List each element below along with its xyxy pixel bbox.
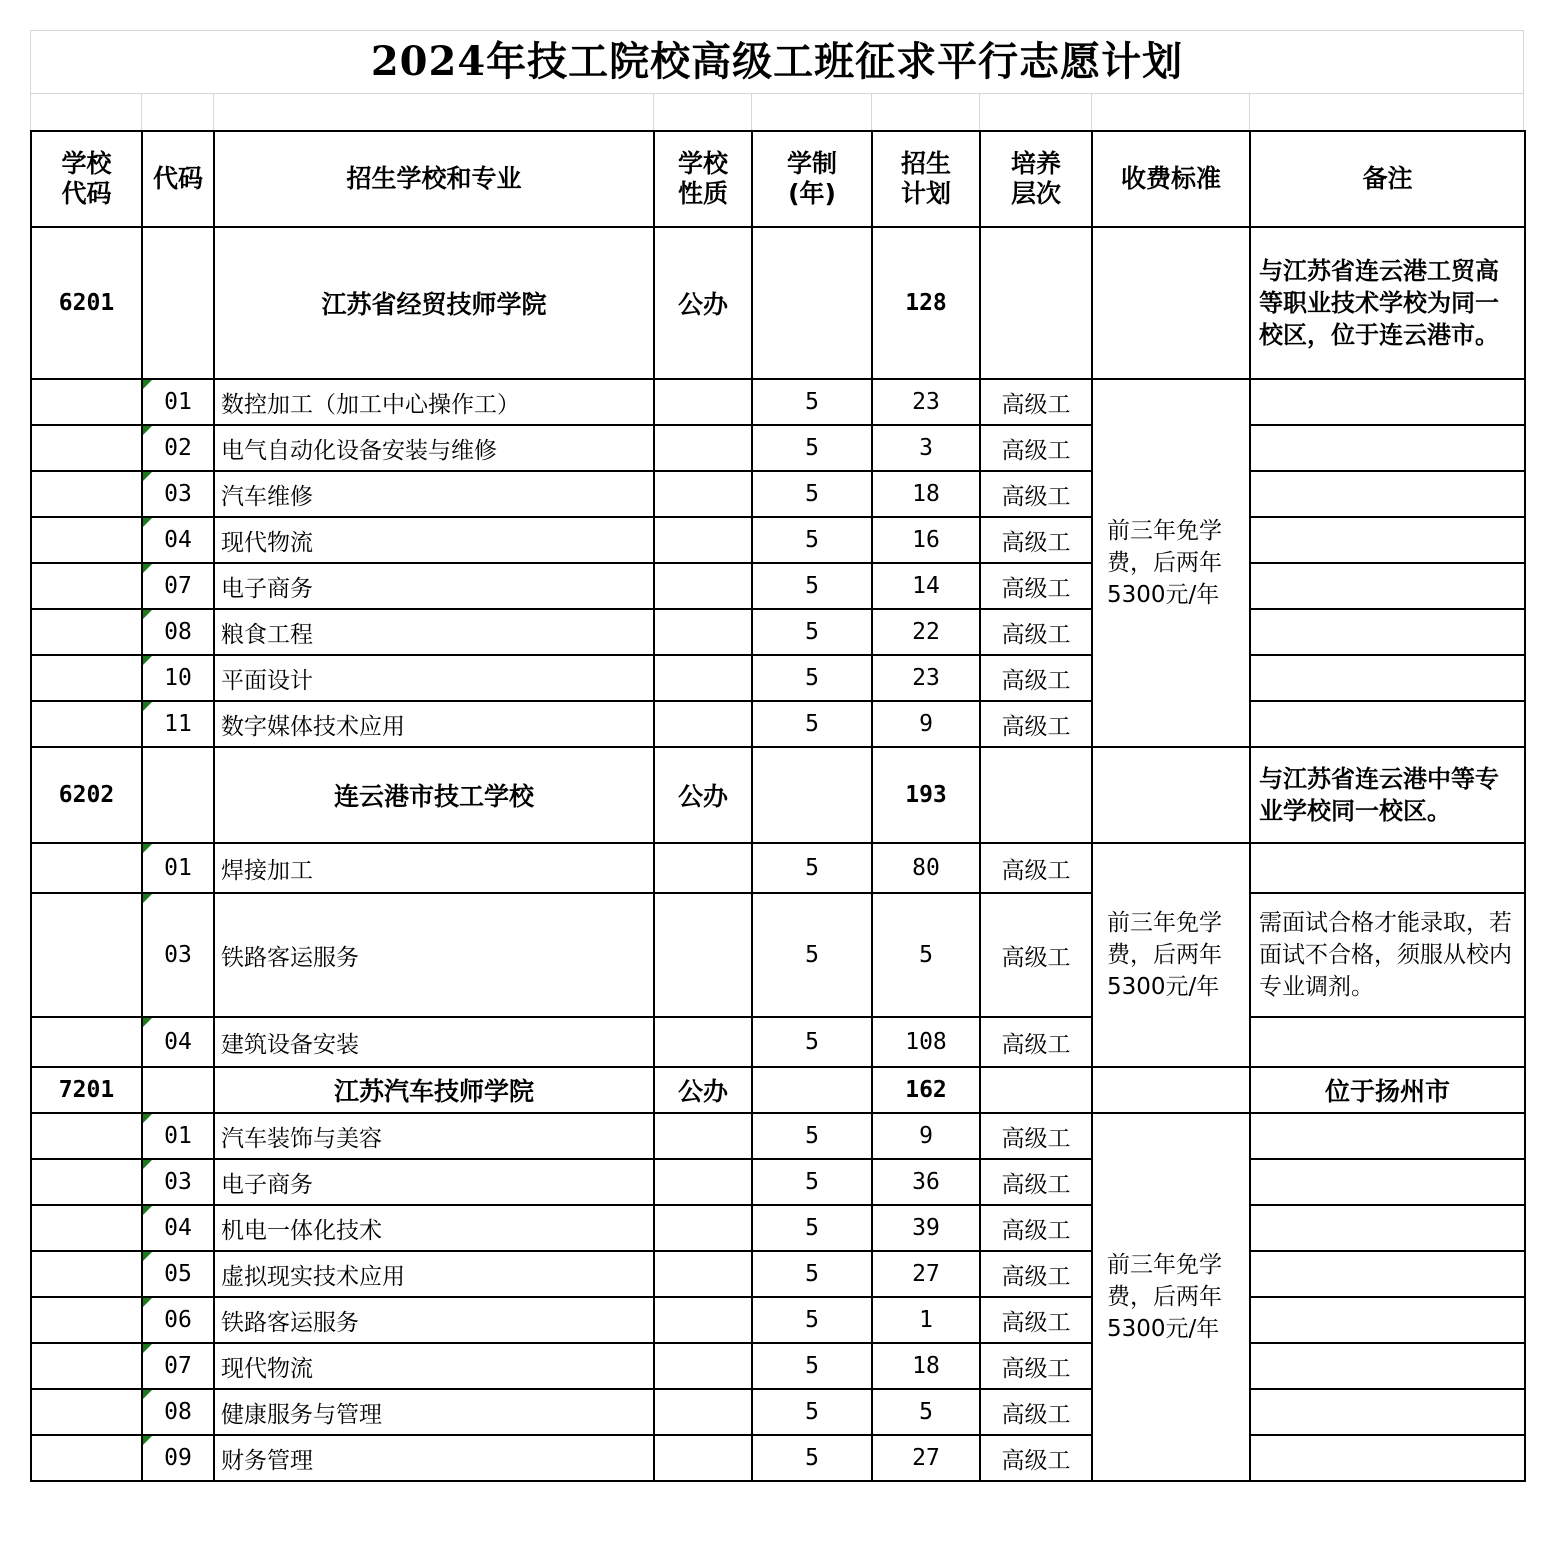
empty-cell bbox=[1092, 227, 1250, 379]
empty-cell bbox=[1250, 1017, 1525, 1067]
empty-cell bbox=[654, 1017, 752, 1067]
major-row bbox=[31, 1435, 1525, 1481]
major-years: 5 bbox=[752, 1343, 872, 1389]
major-code: 04 bbox=[142, 517, 214, 563]
header-plan: 招生 计划 bbox=[872, 131, 980, 227]
major-code: 04 bbox=[142, 1205, 214, 1251]
major-plan: 18 bbox=[872, 471, 980, 517]
empty-cell bbox=[31, 1343, 142, 1389]
major-years: 5 bbox=[752, 1297, 872, 1343]
major-level: 高级工 bbox=[980, 843, 1092, 893]
major-code: 07 bbox=[142, 1343, 214, 1389]
empty-cell bbox=[1250, 1159, 1525, 1205]
major-years: 5 bbox=[752, 609, 872, 655]
header-note: 备注 bbox=[1250, 131, 1525, 227]
major-level: 高级工 bbox=[980, 1297, 1092, 1343]
fee-standard: 前三年免学费，后两年5300元/年 bbox=[1092, 843, 1250, 1067]
empty-cell bbox=[31, 609, 142, 655]
major-plan: 39 bbox=[872, 1205, 980, 1251]
major-level: 高级工 bbox=[980, 563, 1092, 609]
empty-cell bbox=[1250, 1343, 1525, 1389]
major-level: 高级工 bbox=[980, 655, 1092, 701]
page-title: 2024年技工院校高级工班征求平行志愿计划 bbox=[30, 30, 1524, 93]
major-years: 5 bbox=[752, 843, 872, 893]
major-code: 04 bbox=[142, 1017, 214, 1067]
major-name: 铁路客运服务 bbox=[214, 1297, 654, 1343]
major-level: 高级工 bbox=[980, 609, 1092, 655]
empty-cell bbox=[1250, 1251, 1525, 1297]
major-level: 高级工 bbox=[980, 1113, 1092, 1159]
major-row bbox=[31, 471, 1525, 517]
major-row bbox=[31, 425, 1525, 471]
empty-cell bbox=[752, 1067, 872, 1113]
fee-standard: 前三年免学费，后两年5300元/年 bbox=[1092, 1113, 1250, 1481]
empty-cell bbox=[1250, 1389, 1525, 1435]
blank-cell bbox=[213, 94, 653, 130]
blank-cell bbox=[30, 94, 141, 130]
empty-cell bbox=[31, 1205, 142, 1251]
major-level: 高级工 bbox=[980, 1343, 1092, 1389]
major-level: 高级工 bbox=[980, 425, 1092, 471]
school-name: 江苏汽车技师学院 bbox=[214, 1067, 654, 1113]
major-name: 健康服务与管理 bbox=[214, 1389, 654, 1435]
empty-cell bbox=[1250, 1205, 1525, 1251]
major-years: 5 bbox=[752, 893, 872, 1017]
major-years: 5 bbox=[752, 1017, 872, 1067]
empty-cell bbox=[31, 655, 142, 701]
school-code: 7201 bbox=[31, 1067, 142, 1113]
major-plan: 5 bbox=[872, 1389, 980, 1435]
blank-row bbox=[30, 93, 1524, 130]
major-code: 01 bbox=[142, 1113, 214, 1159]
empty-cell bbox=[654, 563, 752, 609]
header-code: 代码 bbox=[142, 131, 214, 227]
major-level: 高级工 bbox=[980, 701, 1092, 747]
school-row bbox=[31, 227, 1525, 379]
empty-cell bbox=[31, 1113, 142, 1159]
empty-cell bbox=[1250, 1297, 1525, 1343]
empty-cell bbox=[980, 1067, 1092, 1113]
major-row bbox=[31, 609, 1525, 655]
major-row bbox=[31, 843, 1525, 893]
major-name: 数字媒体技术应用 bbox=[214, 701, 654, 747]
empty-cell bbox=[1250, 425, 1525, 471]
enrollment-table bbox=[30, 130, 1526, 1482]
major-plan: 5 bbox=[872, 893, 980, 1017]
major-name: 铁路客运服务 bbox=[214, 893, 654, 1017]
major-years: 5 bbox=[752, 1113, 872, 1159]
empty-cell bbox=[752, 227, 872, 379]
fee-standard: 前三年免学费，后两年5300元/年 bbox=[1092, 379, 1250, 747]
major-level: 高级工 bbox=[980, 1017, 1092, 1067]
major-name: 现代物流 bbox=[214, 1343, 654, 1389]
blank-cell bbox=[653, 94, 751, 130]
major-years: 5 bbox=[752, 517, 872, 563]
school-code: 6201 bbox=[31, 227, 142, 379]
empty-cell bbox=[142, 747, 214, 843]
empty-cell bbox=[31, 1389, 142, 1435]
empty-cell bbox=[1250, 655, 1525, 701]
major-level: 高级工 bbox=[980, 1159, 1092, 1205]
empty-cell bbox=[654, 655, 752, 701]
empty-cell bbox=[654, 471, 752, 517]
empty-cell bbox=[980, 747, 1092, 843]
major-code: 09 bbox=[142, 1435, 214, 1481]
major-years: 5 bbox=[752, 1205, 872, 1251]
major-row bbox=[31, 1205, 1525, 1251]
major-years: 5 bbox=[752, 1435, 872, 1481]
major-row bbox=[31, 1017, 1525, 1067]
spreadsheet bbox=[30, 30, 1524, 1482]
header-level: 培养 层次 bbox=[980, 131, 1092, 227]
school-plan: 128 bbox=[872, 227, 980, 379]
school-note: 与江苏省连云港工贸高等职业技术学校为同一校区，位于连云港市。 bbox=[1250, 227, 1525, 379]
major-years: 5 bbox=[752, 655, 872, 701]
major-code: 07 bbox=[142, 563, 214, 609]
major-code: 01 bbox=[142, 843, 214, 893]
empty-cell bbox=[1250, 843, 1525, 893]
school-row bbox=[31, 747, 1525, 843]
major-name: 汽车维修 bbox=[214, 471, 654, 517]
major-name: 电气自动化设备安装与维修 bbox=[214, 425, 654, 471]
major-row bbox=[31, 1159, 1525, 1205]
major-plan: 36 bbox=[872, 1159, 980, 1205]
major-name: 粮食工程 bbox=[214, 609, 654, 655]
major-row bbox=[31, 517, 1525, 563]
empty-cell bbox=[31, 843, 142, 893]
major-level: 高级工 bbox=[980, 471, 1092, 517]
major-plan: 18 bbox=[872, 1343, 980, 1389]
major-name: 数控加工（加工中心操作工） bbox=[214, 379, 654, 425]
empty-cell bbox=[1250, 1435, 1525, 1481]
empty-cell bbox=[654, 1343, 752, 1389]
major-name: 虚拟现实技术应用 bbox=[214, 1251, 654, 1297]
major-plan: 108 bbox=[872, 1017, 980, 1067]
empty-cell bbox=[654, 1113, 752, 1159]
major-code: 06 bbox=[142, 1297, 214, 1343]
major-plan: 1 bbox=[872, 1297, 980, 1343]
empty-cell bbox=[31, 1159, 142, 1205]
empty-cell bbox=[31, 893, 142, 1017]
empty-cell bbox=[1250, 609, 1525, 655]
empty-cell bbox=[142, 1067, 214, 1113]
school-row bbox=[31, 1067, 1525, 1113]
major-row bbox=[31, 1113, 1525, 1159]
major-level: 高级工 bbox=[980, 1389, 1092, 1435]
major-years: 5 bbox=[752, 379, 872, 425]
major-years: 5 bbox=[752, 1389, 872, 1435]
empty-cell bbox=[980, 227, 1092, 379]
major-plan: 22 bbox=[872, 609, 980, 655]
major-row bbox=[31, 379, 1525, 425]
major-plan: 9 bbox=[872, 701, 980, 747]
empty-cell bbox=[142, 227, 214, 379]
empty-cell bbox=[654, 609, 752, 655]
empty-cell bbox=[31, 1435, 142, 1481]
major-level: 高级工 bbox=[980, 379, 1092, 425]
major-row bbox=[31, 1343, 1525, 1389]
major-code: 03 bbox=[142, 471, 214, 517]
major-name: 电子商务 bbox=[214, 1159, 654, 1205]
major-code: 05 bbox=[142, 1251, 214, 1297]
blank-cell bbox=[751, 94, 871, 130]
empty-cell bbox=[31, 517, 142, 563]
major-level: 高级工 bbox=[980, 1251, 1092, 1297]
empty-cell bbox=[1092, 747, 1250, 843]
school-nature: 公办 bbox=[654, 1067, 752, 1113]
major-row bbox=[31, 893, 1525, 1017]
empty-cell bbox=[654, 1159, 752, 1205]
empty-cell bbox=[31, 563, 142, 609]
empty-cell bbox=[31, 701, 142, 747]
major-plan: 3 bbox=[872, 425, 980, 471]
major-code: 03 bbox=[142, 893, 214, 1017]
major-row bbox=[31, 563, 1525, 609]
empty-cell bbox=[654, 517, 752, 563]
header-row bbox=[31, 131, 1525, 227]
major-code: 08 bbox=[142, 609, 214, 655]
empty-cell bbox=[1092, 1067, 1250, 1113]
blank-cell bbox=[1091, 94, 1249, 130]
major-code: 02 bbox=[142, 425, 214, 471]
major-level: 高级工 bbox=[980, 517, 1092, 563]
major-name: 焊接加工 bbox=[214, 843, 654, 893]
major-row bbox=[31, 655, 1525, 701]
major-years: 5 bbox=[752, 701, 872, 747]
empty-cell bbox=[31, 425, 142, 471]
empty-cell bbox=[654, 1297, 752, 1343]
major-level: 高级工 bbox=[980, 1205, 1092, 1251]
school-plan: 162 bbox=[872, 1067, 980, 1113]
empty-cell bbox=[31, 471, 142, 517]
major-years: 5 bbox=[752, 1159, 872, 1205]
school-nature: 公办 bbox=[654, 747, 752, 843]
major-level: 高级工 bbox=[980, 1435, 1092, 1481]
major-code: 10 bbox=[142, 655, 214, 701]
school-name: 连云港市技工学校 bbox=[214, 747, 654, 843]
major-years: 5 bbox=[752, 563, 872, 609]
major-name: 建筑设备安装 bbox=[214, 1017, 654, 1067]
major-level: 高级工 bbox=[980, 893, 1092, 1017]
major-plan: 14 bbox=[872, 563, 980, 609]
major-plan: 80 bbox=[872, 843, 980, 893]
major-row bbox=[31, 1251, 1525, 1297]
major-plan: 27 bbox=[872, 1435, 980, 1481]
blank-cell bbox=[141, 94, 213, 130]
major-code: 11 bbox=[142, 701, 214, 747]
empty-cell bbox=[752, 747, 872, 843]
major-code: 03 bbox=[142, 1159, 214, 1205]
blank-cell bbox=[979, 94, 1091, 130]
header-school-major: 招生学校和专业 bbox=[214, 131, 654, 227]
major-plan: 9 bbox=[872, 1113, 980, 1159]
empty-cell bbox=[1250, 379, 1525, 425]
major-row bbox=[31, 1389, 1525, 1435]
major-plan: 27 bbox=[872, 1251, 980, 1297]
header-fee: 收费标准 bbox=[1092, 131, 1250, 227]
school-name: 江苏省经贸技师学院 bbox=[214, 227, 654, 379]
empty-cell bbox=[654, 701, 752, 747]
empty-cell bbox=[1250, 1113, 1525, 1159]
empty-cell bbox=[654, 1435, 752, 1481]
header-years: 学制 (年) bbox=[752, 131, 872, 227]
major-years: 5 bbox=[752, 471, 872, 517]
major-name: 汽车装饰与美容 bbox=[214, 1113, 654, 1159]
major-plan: 16 bbox=[872, 517, 980, 563]
empty-cell bbox=[1250, 563, 1525, 609]
empty-cell bbox=[654, 1251, 752, 1297]
header-school-code: 学校 代码 bbox=[31, 131, 142, 227]
blank-cell bbox=[1249, 94, 1524, 130]
major-code: 08 bbox=[142, 1389, 214, 1435]
empty-cell bbox=[654, 379, 752, 425]
major-name: 财务管理 bbox=[214, 1435, 654, 1481]
empty-cell bbox=[31, 1017, 142, 1067]
major-name: 平面设计 bbox=[214, 655, 654, 701]
major-row bbox=[31, 701, 1525, 747]
empty-cell bbox=[654, 425, 752, 471]
empty-cell bbox=[31, 379, 142, 425]
empty-cell bbox=[654, 1205, 752, 1251]
blank-cell bbox=[871, 94, 979, 130]
major-row bbox=[31, 1297, 1525, 1343]
empty-cell bbox=[1250, 517, 1525, 563]
empty-cell bbox=[654, 893, 752, 1017]
major-name: 电子商务 bbox=[214, 563, 654, 609]
school-plan: 193 bbox=[872, 747, 980, 843]
school-code: 6202 bbox=[31, 747, 142, 843]
empty-cell bbox=[654, 1389, 752, 1435]
school-note: 与江苏省连云港中等专业学校同一校区。 bbox=[1250, 747, 1525, 843]
major-name: 机电一体化技术 bbox=[214, 1205, 654, 1251]
major-note: 需面试合格才能录取，若面试不合格，须服从校内专业调剂。 bbox=[1250, 893, 1525, 1017]
major-plan: 23 bbox=[872, 379, 980, 425]
empty-cell bbox=[31, 1297, 142, 1343]
header-nature: 学校 性质 bbox=[654, 131, 752, 227]
empty-cell bbox=[31, 1251, 142, 1297]
empty-cell bbox=[654, 843, 752, 893]
empty-cell bbox=[1250, 471, 1525, 517]
major-code: 01 bbox=[142, 379, 214, 425]
school-nature: 公办 bbox=[654, 227, 752, 379]
empty-cell bbox=[1250, 701, 1525, 747]
major-name: 现代物流 bbox=[214, 517, 654, 563]
school-note: 位于扬州市 bbox=[1250, 1067, 1525, 1113]
major-years: 5 bbox=[752, 1251, 872, 1297]
major-plan: 23 bbox=[872, 655, 980, 701]
major-years: 5 bbox=[752, 425, 872, 471]
